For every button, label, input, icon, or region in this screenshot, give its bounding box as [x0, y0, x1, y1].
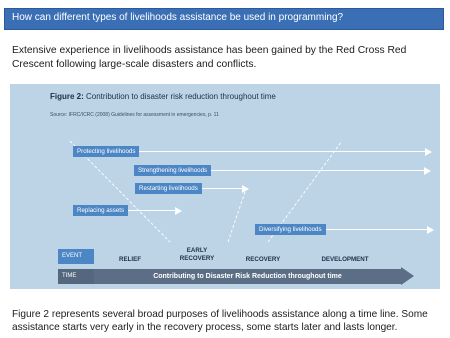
phase-early-recovery — [172, 247, 222, 263]
arrowhead — [242, 185, 249, 193]
arrow-label: Replacing assets — [73, 205, 128, 216]
arrow-strengthening-livelihoods — [134, 165, 432, 176]
time-bar — [94, 269, 401, 284]
arrow-label: Restarting livelihoods — [135, 183, 202, 194]
event-label: EVENT — [58, 249, 94, 264]
time-bar-text: Contributing to Disaster Risk Reduction throughout time — [153, 273, 342, 280]
banner-title: How can different types of livelihoods assistance be used in programming? — [12, 12, 344, 23]
figure-source: Source: IFRC/ICRC (2008) Guidelines for assessment in emergencies, p. 11 — [50, 112, 219, 118]
phase-relief: RELIEF — [118, 256, 141, 263]
outro-paragraph: Figure 2 represents several broad purposes of livelihoods assistance along a time line. Some assistance starts very early in the recovery process, some starts later and lasts longer. — [12, 309, 428, 333]
time-bar-arrowhead — [401, 267, 414, 285]
figure-2 — [10, 84, 440, 289]
phase-recovery: RECOVERY — [245, 256, 281, 263]
arrowhead — [424, 167, 431, 175]
phase-early-recovery-line2: RECOVERY — [179, 255, 215, 262]
arrow-replacing-assets — [73, 205, 183, 216]
arrow-protecting-livelihoods — [73, 146, 433, 157]
time-label: TIME — [58, 269, 94, 284]
arrow-label: Strengthening livelihoods — [134, 165, 211, 176]
figure-title-label: Figure 2: — [50, 92, 84, 101]
title-banner — [4, 8, 444, 30]
arrowhead — [175, 207, 182, 215]
arrowhead — [425, 148, 432, 156]
phase-development: DEVELOPMENT — [321, 256, 369, 263]
arrow-label: Diversifying livelihoods — [255, 224, 326, 235]
phase-early-recovery-line1: EARLY — [186, 247, 208, 254]
figure-title-text: Contribution to disaster risk reduction throughout time — [83, 92, 276, 101]
intro-paragraph: Extensive experience in livelihoods assistance has been gained by the Red Cross Red Crescent following large-scale disasters and conflicts. — [12, 45, 407, 70]
recovery-divider-left — [228, 189, 246, 242]
arrow-diversifying-livelihoods — [255, 224, 435, 235]
arrowhead — [427, 226, 434, 234]
arrow-restarting-livelihoods — [135, 183, 250, 194]
arrow-label: Protecting livelihoods — [73, 146, 139, 157]
